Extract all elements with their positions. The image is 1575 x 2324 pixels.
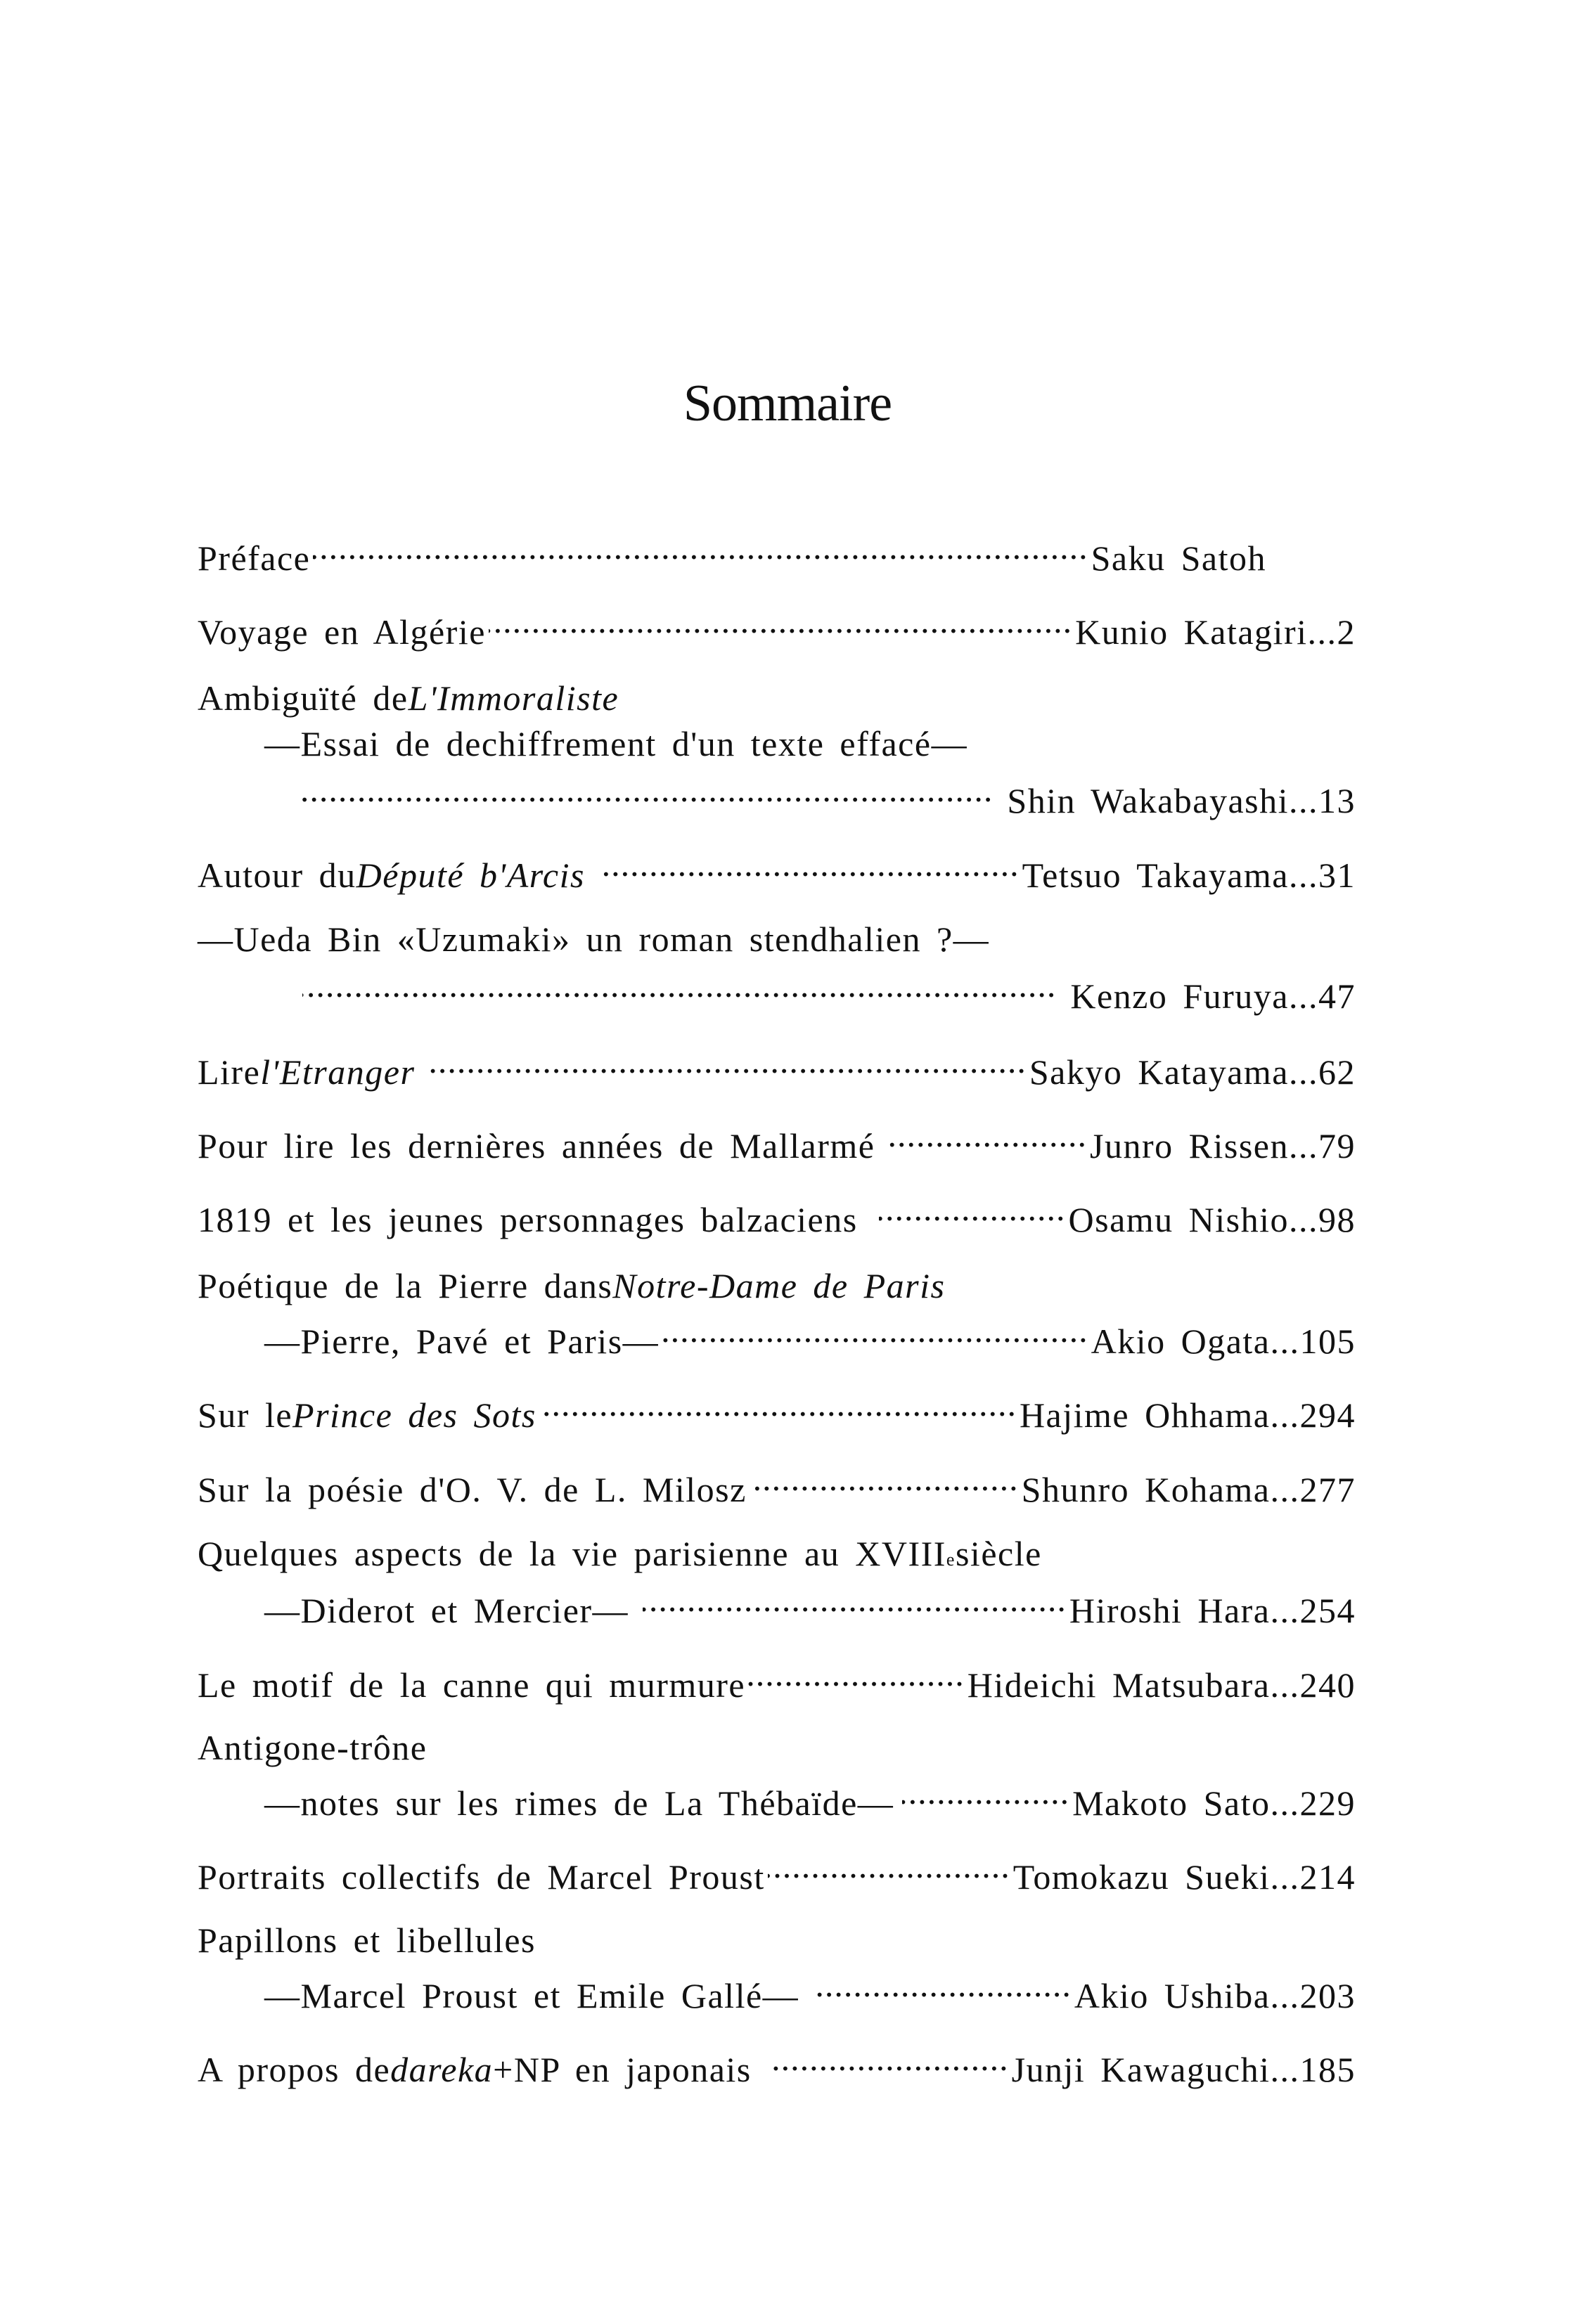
toc-entry-author-line (264, 1576, 1356, 1630)
entry-author: Tomokazu Sueki... (1012, 1857, 1300, 1897)
entry-title: A propos de (198, 2050, 391, 2089)
entry-author: Akio Ushiba... (1074, 1976, 1300, 2015)
dot-leader (902, 1769, 1069, 1815)
entry-page: 79 (1318, 1126, 1356, 1166)
entry-author: Hideichi Matsubara... (967, 1665, 1300, 1705)
toc-entry (198, 1038, 1356, 1092)
entry-author: Sakyo Katayama... (1029, 1052, 1318, 1092)
dot-leader (489, 598, 1072, 644)
entry-title-italic: Notre-Dame de Paris (612, 1266, 946, 1305)
dot-leader (313, 524, 1088, 570)
entry-title-italic: l'Etranger (260, 1052, 416, 1092)
toc-entry-title-line (198, 1263, 1356, 1309)
toc-entry-subtitle (264, 721, 1356, 767)
entry-title: Portraits collectifs de Marcel Proust (198, 1857, 765, 1897)
entry-author: Hajime Ohhama... (1019, 1395, 1300, 1435)
toc-entry-title-line (198, 916, 1356, 962)
entry-author: Kenzo Furuya... (1070, 976, 1318, 1016)
entry-page: 294 (1299, 1395, 1356, 1435)
dot-leader (755, 1455, 1019, 1502)
entry-page: 214 (1299, 1857, 1356, 1897)
entry-page: 254 (1299, 1591, 1356, 1630)
toc-entry (198, 1111, 1356, 1166)
entry-author: Junji Kawaguchi... (1011, 2050, 1300, 2089)
entry-page: 229 (1299, 1783, 1356, 1823)
dot-leader (302, 962, 1056, 1008)
entry-author: Hiroshi Hara... (1069, 1591, 1300, 1630)
dot-leader (662, 1307, 1088, 1353)
toc-entry-title-line: Quelques aspects de la vie parisienne au XVIII e siècle (198, 1530, 1356, 1577)
dot-leader (643, 1576, 1067, 1622)
entry-title: Sur la poésie d'O. V. de L. Milosz (198, 1470, 747, 1509)
toc-entry (198, 1185, 1356, 1239)
dot-leader (539, 1381, 1017, 1427)
entry-page: 31 (1318, 856, 1356, 895)
toc-entry-title-line (198, 675, 1356, 721)
entry-title-italic: Député b'Arcis (356, 856, 585, 895)
entry-page: 98 (1318, 1200, 1356, 1239)
entry-title: Antigone-trône (198, 1728, 428, 1767)
entry-page: 105 (1299, 1322, 1356, 1361)
entry-page: 13 (1318, 781, 1356, 820)
entry-page: 2 (1337, 612, 1356, 652)
dot-leader (302, 766, 993, 813)
entry-title: Poétique de la Pierre dans (198, 1266, 613, 1305)
entry-page: 185 (1299, 2050, 1356, 2089)
entry-title-end: siècle (955, 1534, 1042, 1573)
dot-leader (813, 1961, 1072, 2008)
entry-page: 203 (1299, 1976, 1356, 2015)
entry-page: 277 (1299, 1470, 1356, 1509)
entry-title: Voyage en Algérie (198, 612, 486, 652)
entry-title-italic: Prince des Sots (292, 1395, 536, 1435)
toc-entry (198, 1651, 1356, 1705)
toc-entry (198, 841, 1356, 895)
dot-leader (748, 1651, 965, 1697)
toc-entry-title-line (198, 1917, 1356, 1963)
entry-title: Pour lire les dernières années de Mallarmé (198, 1126, 875, 1166)
dot-leader (429, 1038, 1026, 1084)
entry-page: 47 (1318, 976, 1356, 1016)
toc-entry-author-line (264, 1769, 1356, 1823)
entry-title: Lire (198, 1052, 261, 1092)
entry-title: Ambiguïté de (198, 678, 409, 718)
toc-entry (198, 1381, 1356, 1435)
entry-author: Makoto Sato... (1072, 1783, 1300, 1823)
entry-subtitle: —notes sur les rimes de La Thébaïde— (264, 1783, 894, 1823)
toc-entry-author-line (264, 1307, 1356, 1361)
entry-subtitle: —Diderot et Mercier— (264, 1591, 629, 1630)
page-title: Sommaire (683, 375, 892, 432)
toc-entry (198, 598, 1356, 652)
dot-leader (889, 1111, 1087, 1158)
toc-entry-author-line (300, 962, 1356, 1016)
entry-page: 240 (1299, 1665, 1356, 1705)
entry-author: Akio Ogata... (1091, 1322, 1300, 1361)
dot-leader (879, 1185, 1066, 1232)
toc-entry (198, 524, 1266, 578)
toc-entry-title-line (198, 1724, 1356, 1771)
entry-author: Shin Wakabayashi... (1007, 781, 1318, 820)
toc-entry (198, 1842, 1356, 1897)
dot-leader (771, 2035, 1009, 2081)
toc-entry-author-line (264, 1961, 1356, 2015)
entry-title: —Ueda Bin «Uzumaki» un roman stendhalien ?— (198, 919, 990, 959)
entry-author: Junro Rissen... (1090, 1126, 1318, 1166)
entry-author: Tetsuo Takayama... (1022, 856, 1318, 895)
dot-leader (768, 1842, 1010, 1889)
entry-author: Osamu Nishio... (1068, 1200, 1318, 1239)
dot-leader (599, 841, 1020, 887)
entry-subtitle: —Marcel Proust et Emile Gallé— (264, 1976, 799, 2015)
entry-title: Le motif de la canne qui murmure (198, 1665, 746, 1705)
toc-entry (198, 1455, 1356, 1509)
entry-title: Préface (198, 538, 311, 578)
entry-subtitle: —Essai de dechiffrement d'un texte effacé— (264, 724, 968, 763)
entry-author: Kunio Katagiri... (1075, 612, 1337, 652)
entry-title: 1819 et les jeunes personnages balzaciens (198, 1200, 858, 1239)
entry-title-italic: L'Immoraliste (408, 678, 619, 718)
entry-author: Saku Satoh (1091, 538, 1266, 578)
toc-entry-author-line (300, 766, 1356, 820)
entry-title: Sur le (198, 1395, 293, 1435)
entry-title-end: +NP en japonais (493, 2050, 752, 2089)
toc-entry (198, 2035, 1356, 2089)
entry-author: Shunro Kohama... (1021, 1470, 1300, 1509)
entry-subtitle: —Pierre, Pavé et Paris— (264, 1322, 660, 1361)
entry-title: Papillons et libellules (198, 1920, 536, 1960)
entry-title: Autour du (198, 856, 356, 895)
entry-page: 62 (1318, 1052, 1356, 1092)
entry-title-italic: dareka (390, 2050, 494, 2089)
entry-title: Quelques aspects de la vie parisienne au XVIII (198, 1534, 946, 1573)
